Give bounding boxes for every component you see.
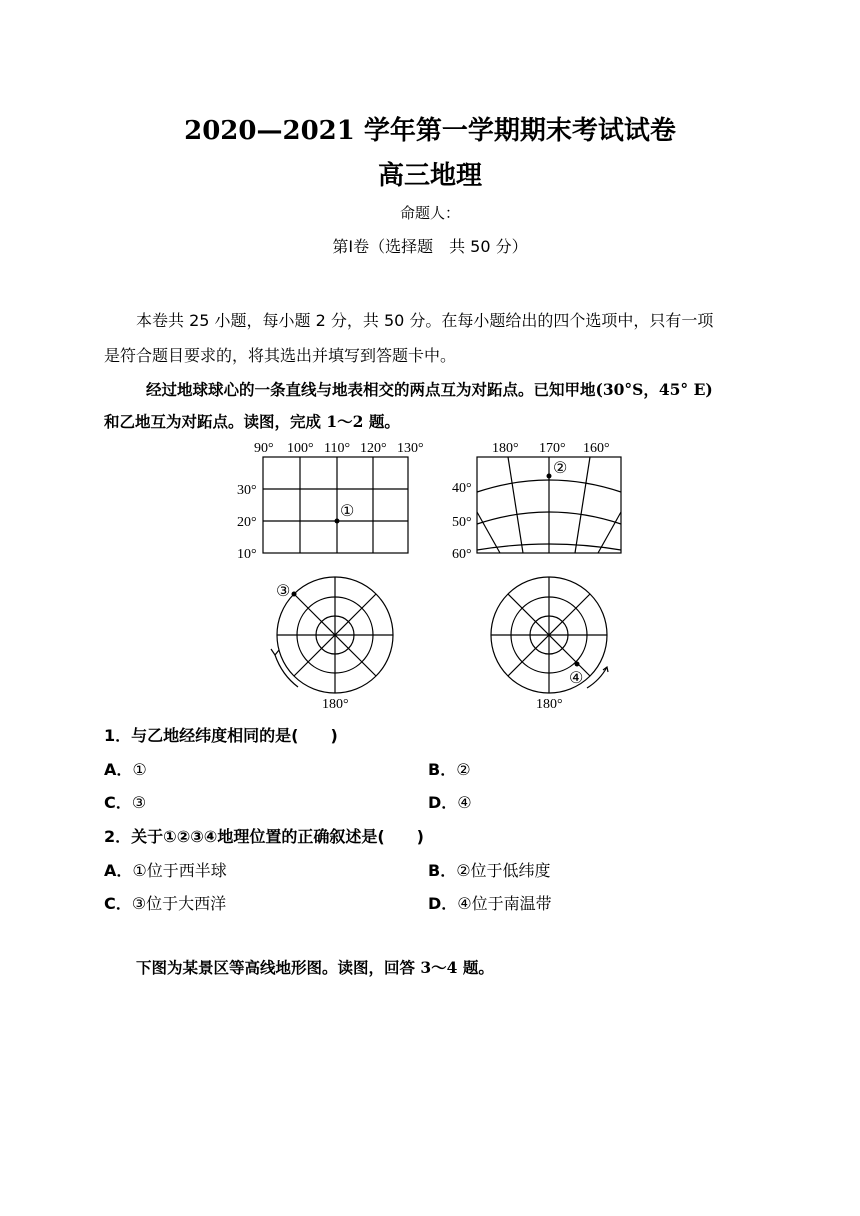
intro-line-2: 是符合题目要求的，将其选出并填写到答题卡中。 (104, 346, 457, 365)
map1-point (335, 519, 340, 524)
option-letter: A． (104, 861, 133, 880)
map2-marker: ② (553, 460, 568, 477)
question-number: 2． (104, 827, 132, 846)
map1-lon-label: 120° (360, 441, 387, 456)
option-text: ④ (457, 793, 472, 812)
map3-marker: ③ (276, 583, 291, 600)
map2-lon-label: 160° (583, 441, 610, 456)
option-text: ③ (131, 793, 147, 812)
option-text: ③位于大西洋 (131, 894, 227, 913)
question-number: 1． (104, 726, 132, 745)
option-letter: D． (428, 894, 458, 913)
question-2 (104, 824, 424, 847)
option-text: ②位于低纬度 (456, 861, 551, 880)
q2-option-d[interactable] (428, 891, 552, 914)
map1-lon-label: 110° (324, 441, 351, 456)
map4-bottom-label: 180° (536, 697, 563, 712)
option-letter: B． (428, 861, 457, 880)
map1-marker: ① (340, 503, 355, 520)
q1-option-a[interactable] (104, 757, 147, 780)
map1-grid (263, 457, 408, 553)
map4-marker: ④ (569, 670, 584, 687)
q1-option-b[interactable] (428, 757, 471, 780)
map1-lon-label: 100° (287, 441, 314, 456)
q1-option-d[interactable] (428, 790, 472, 813)
map1-lon-label: 90° (254, 441, 274, 456)
section-heading: 第Ⅰ卷（选择题 共 50 分） (332, 237, 528, 256)
option-text: ①位于西半球 (132, 861, 227, 880)
map2-point (547, 474, 552, 479)
map2-grid (477, 457, 621, 553)
passage1-line-2: 和乙地互为对跖点。读图，完成 1～2 题。 (104, 412, 400, 431)
option-text: ④位于南温带 (457, 894, 552, 913)
map2-lat-label: 40° (452, 481, 472, 496)
map3-bottom-label: 180° (322, 697, 349, 712)
q1-option-c[interactable] (104, 790, 146, 813)
map1-lat-label: 20° (237, 515, 257, 530)
question-stem: 与乙地经纬度相同的是( ) (131, 726, 338, 745)
map1-lon-label: 130° (397, 441, 424, 456)
author-label: 命题人： (399, 204, 460, 222)
q2-option-a[interactable] (104, 858, 227, 881)
question-1 (104, 723, 338, 746)
map4-point (575, 662, 580, 667)
option-letter: C． (104, 793, 132, 812)
option-letter: C． (104, 894, 132, 913)
q2-option-b[interactable] (428, 858, 551, 881)
map2-lon-label: 170° (539, 441, 566, 456)
map4-polar (491, 577, 608, 693)
option-text: ② (456, 760, 471, 779)
map1-lat-label: 30° (237, 483, 257, 498)
passage2-line-1: 下图为某景区等高线地形图。读图，回答 3～4 题。 (136, 958, 494, 977)
map3-point (292, 592, 297, 597)
map1-lat-label: 10° (237, 547, 257, 562)
map-figure (0, 430, 860, 720)
option-letter: D． (428, 793, 458, 812)
question-stem: 关于①②③④地理位置的正确叙述是( ) (131, 827, 424, 846)
subject-title: 高三地理 (377, 161, 482, 191)
map2-lon-label: 180° (492, 441, 519, 456)
option-text: ① (132, 760, 147, 779)
intro-line-1: 本卷共 25 小题，每小题 2 分，共 50 分。在每小题给出的四个选项中，只有一项 (136, 311, 714, 330)
map2-lat-label: 60° (452, 547, 472, 562)
q2-option-c[interactable] (104, 891, 226, 914)
exam-title: 2020—2021 学年第一学期期末考试试卷 (184, 116, 676, 146)
option-letter: A． (104, 760, 133, 779)
map2-lat-label: 50° (452, 515, 472, 530)
passage1-line-1: 经过地球球心的一条直线与地表相交的两点互为对跖点。已知甲地(30°S，45° E) (146, 380, 713, 399)
option-letter: B． (428, 760, 457, 779)
